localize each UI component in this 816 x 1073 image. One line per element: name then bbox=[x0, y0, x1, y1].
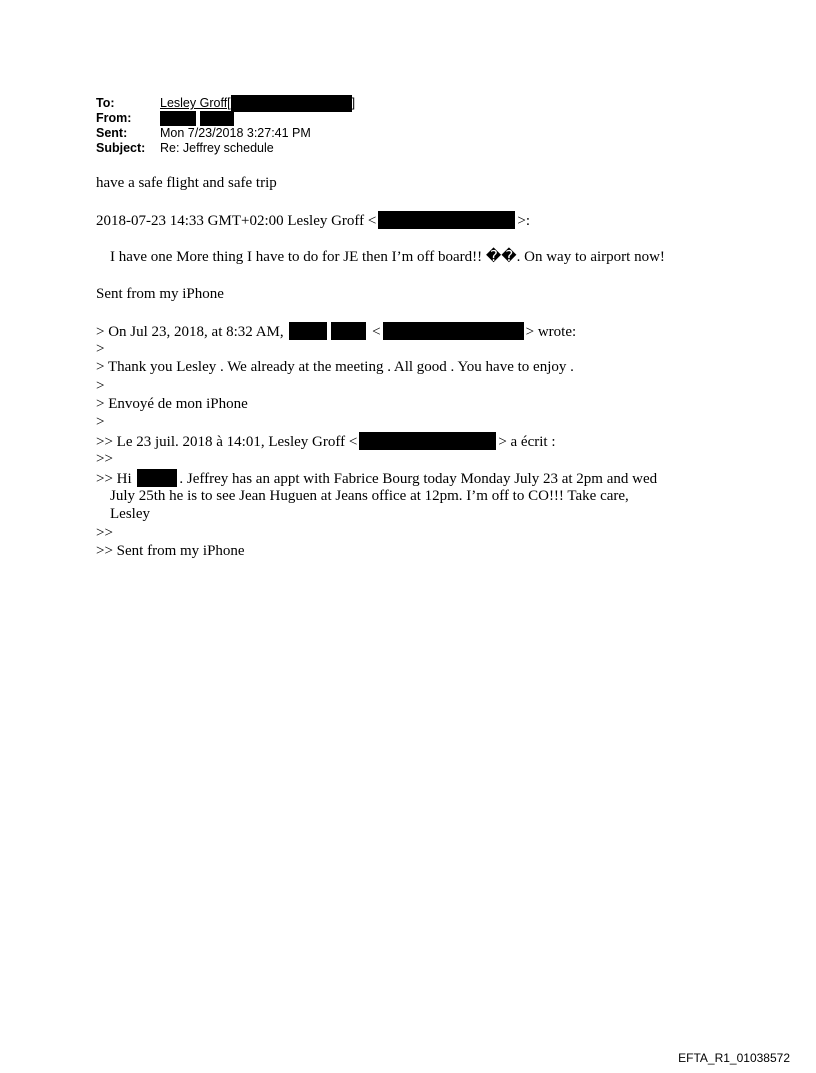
sent-from-line: Sent from my iPhone bbox=[96, 286, 224, 302]
quote-header: > On Jul 23, 2018, at 8:32 AM, < > wrote: bbox=[96, 324, 577, 340]
subject-value: Re: Jeffrey schedule bbox=[160, 141, 274, 155]
subject-label: Subject: bbox=[96, 141, 146, 155]
quote-signature: > Envoyé de mon iPhone bbox=[96, 396, 248, 412]
redaction-block bbox=[331, 322, 366, 340]
redaction-block bbox=[289, 322, 327, 340]
redaction-block bbox=[378, 211, 515, 229]
redaction-block bbox=[231, 95, 352, 112]
quote-body-line: >> Hi . Jeffrey has an appt with Fabrice Bourg today Monday July 23 at 2pm and wed bbox=[96, 471, 658, 487]
quote-body: > Thank you Lesley . We already at the meeting . All good . You have to enjoy . bbox=[96, 359, 574, 375]
quote-body: I have one More thing I have to do for JE then I’m off board!! ��. On way to airport now! bbox=[110, 249, 665, 265]
redaction-block bbox=[160, 111, 196, 126]
sent-label: Sent: bbox=[96, 126, 128, 140]
quote-body-line: Lesley bbox=[110, 506, 150, 522]
sent-row bbox=[96, 126, 355, 141]
to-row bbox=[96, 96, 355, 111]
subject-row bbox=[96, 141, 355, 156]
quote-marker: >> bbox=[96, 525, 113, 541]
quote-header: >> Le 23 juil. 2018 à 14:01, Lesley Groff < > a écrit : bbox=[96, 434, 556, 450]
to-value: Lesley Groff[ bbox=[160, 96, 231, 110]
quote-marker: > bbox=[96, 378, 105, 394]
quote-body-line: July 25th he is to see Jean Huguen at Jeans office at 12pm. I’m off to CO!!! Take care, bbox=[110, 488, 629, 504]
redaction-block bbox=[200, 111, 234, 126]
to-tail: ] bbox=[351, 96, 356, 110]
sent-value: Mon 7/23/2018 3:27:41 PM bbox=[160, 126, 311, 140]
quote-header: 2018-07-23 14:33 GMT+02:00 Lesley Groff < >: bbox=[96, 213, 530, 229]
redaction-block bbox=[383, 322, 524, 340]
message-line: have a safe flight and safe trip bbox=[96, 175, 277, 191]
from-label: From: bbox=[96, 111, 132, 125]
document-id: EFTA_R1_01038572 bbox=[678, 1051, 790, 1065]
to-label: To: bbox=[96, 96, 115, 110]
quote-marker: > bbox=[96, 414, 105, 430]
redaction-block bbox=[359, 432, 496, 450]
quote-marker: >> bbox=[96, 451, 113, 467]
quote-signature: >> Sent from my iPhone bbox=[96, 543, 245, 559]
redaction-block bbox=[137, 469, 177, 487]
email-header bbox=[96, 96, 355, 156]
quote-marker: > bbox=[96, 341, 105, 357]
from-row bbox=[96, 111, 355, 126]
